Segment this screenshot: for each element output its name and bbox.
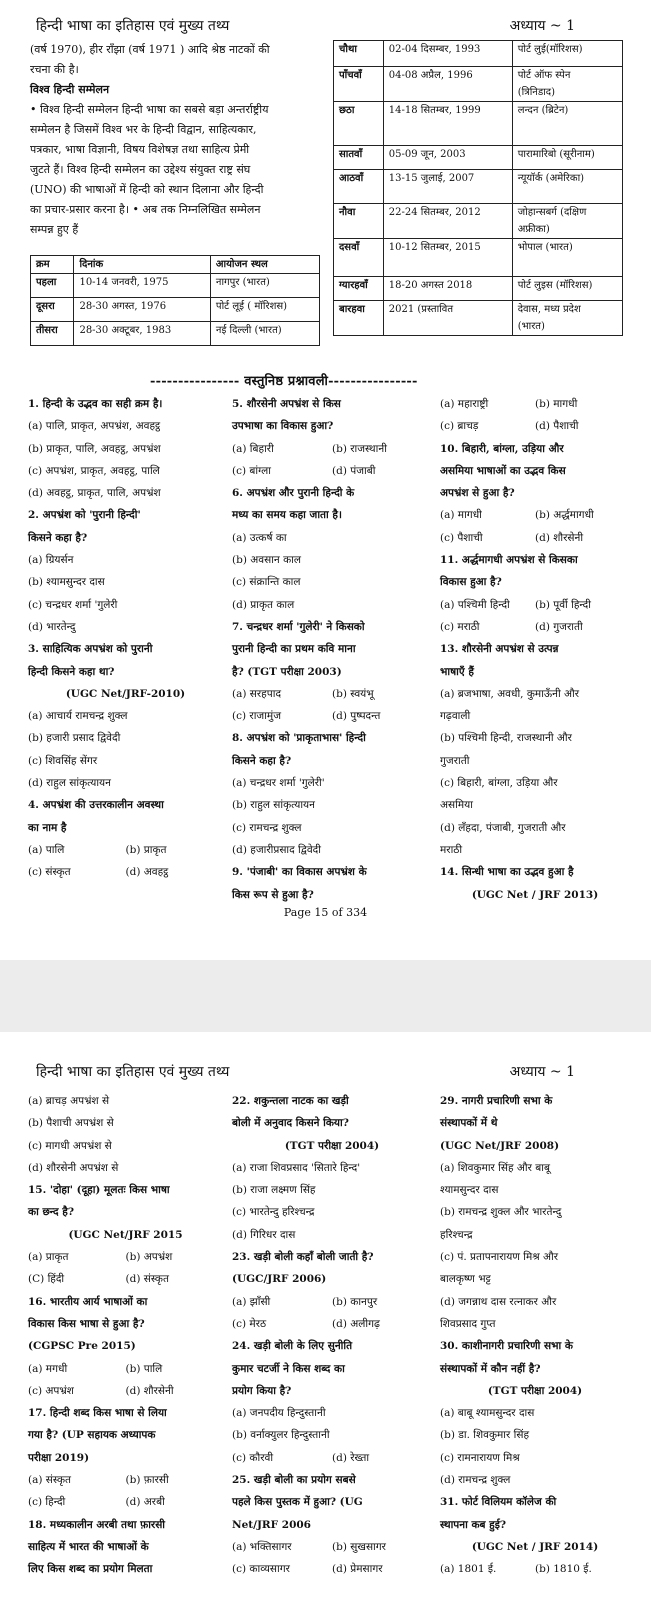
option: (b) अवसान काल <box>232 554 301 567</box>
option: (c) मेरठ <box>232 1317 267 1330</box>
option: (c) संक्रान्ति काल <box>232 576 301 589</box>
page-header <box>36 1058 615 1082</box>
question-text: 6. अपभ्रंश और पुरानी हिन्दी के <box>232 487 355 500</box>
option: हरिश्चन्द्र <box>440 1228 473 1241</box>
option: (b) पूर्वी हिन्दी <box>535 598 591 611</box>
question-text: का छन्द है? <box>28 1206 75 1219</box>
option: (a) ग्रियर्सन <box>28 554 74 567</box>
option: (a) ब्रजभाषा, अवधी, कुमाऊँनी और <box>440 687 580 700</box>
option-row <box>28 1246 223 1268</box>
question-text: 13. शौरसेनी अपभ्रंश से उत्पन्न <box>440 643 559 656</box>
question-column-3 <box>440 1090 630 1581</box>
option: मराठी <box>440 843 463 856</box>
page-footer: Page 15 of 334 <box>283 906 368 919</box>
option: (d) गिरिधर दास <box>232 1228 296 1241</box>
option-row <box>232 460 432 482</box>
option: (d) अरबी <box>125 1496 165 1509</box>
question-text: 5. शौरसेनी अपभ्रंश से किस <box>232 398 341 410</box>
question-text: 14. सिन्धी भाषा का उद्भव हुआ है <box>440 866 574 879</box>
option-row <box>232 683 432 705</box>
option: (d) भारतेन्दु <box>28 620 76 633</box>
option-row <box>28 1358 223 1380</box>
option: (c) काव्यसागर <box>232 1563 290 1576</box>
question-text: 2. अपभ्रंश को 'पुरानी हिन्दी' <box>28 509 141 522</box>
question-column-2 <box>232 1090 432 1581</box>
question-text: (UGC Net/JRF 2008) <box>440 1139 560 1152</box>
option: (d) प्राकृत काल <box>232 598 295 611</box>
page-16 <box>0 1032 651 1600</box>
option: (a) आचार्य रामचन्द्र शुक्ल <box>28 710 128 723</box>
chapter-label: अध्याय ~ 1 <box>509 18 575 34</box>
question-text: किसने कहा है? <box>28 531 88 544</box>
option: (a) शिवकुमार सिंह और बाबू <box>440 1161 550 1174</box>
option: (d) हजारीप्रसाद द्विवेदी <box>232 843 321 856</box>
question-text: (CGPSC Pre 2015) <box>28 1340 136 1353</box>
option: (a) पालि <box>28 843 65 856</box>
question-text: पहले किस पुस्तक में हुआ? (UG <box>232 1496 363 1509</box>
question-text: 3. साहित्यिक अपभ्रंश को पुरानी <box>28 643 153 656</box>
option: (d) रेख्ता <box>332 1451 370 1464</box>
option: (d) शौरसेनी <box>125 1384 174 1397</box>
option-row <box>232 438 432 460</box>
option: (d) पैशाची <box>535 420 579 433</box>
option: (a) प्राकृत <box>28 1251 69 1264</box>
question-text: असमिया भाषाओं का उद्भव किस <box>440 464 566 477</box>
question-text: 17. हिन्दी शब्द किस भाषा से लिया <box>28 1407 167 1420</box>
option: (C) हिंदी <box>28 1273 65 1286</box>
section-title: ---------------- वस्तुनिष्ठ प्रश्नावली---------------- <box>150 374 418 389</box>
option: गढ़वाली <box>440 710 471 723</box>
question-text: (UGC Net/JRF-2010) <box>65 687 186 700</box>
option: (b) प्राकृत <box>125 843 167 856</box>
question-text: (TGT परीक्षा 2004) <box>487 1384 583 1397</box>
question-text: गया है? (UP सहायक अध्यापक <box>28 1429 156 1442</box>
option: (b) राजस्थानी <box>332 442 387 455</box>
option-row <box>232 1291 432 1313</box>
question-text: 23. खड़ी बोली कहाँ बोली जाती है? <box>232 1251 374 1264</box>
option-row <box>28 839 223 861</box>
option: (b) मागधी <box>535 398 578 410</box>
option-row <box>28 1268 223 1290</box>
option: (c) पं. प्रतापनारायण मिश्र और <box>440 1251 559 1264</box>
option: (c) अपभ्रंश, प्राकृत, अवहट्ठ, पालि <box>28 464 160 477</box>
question-text: किस रूप से हुआ है? <box>232 888 314 901</box>
option: (c) मराठी <box>440 620 480 633</box>
question-text: है? (TGT परीक्षा 2003) <box>232 665 342 678</box>
question-text: स्थापना कब हुई? <box>440 1518 507 1531</box>
option: (b) अर्द्धमागधी <box>535 509 594 522</box>
question-text: 11. अर्द्धमागधी अपभ्रंश से किसका <box>440 554 578 567</box>
question-text: मध्य का समय कहा जाता है। <box>232 509 342 522</box>
question-text: भाषाएँ हैं <box>440 665 474 678</box>
option: (c) मागधी अपभ्रंश से <box>28 1139 112 1152</box>
option: (c) कौरवी <box>232 1451 274 1464</box>
intro-block: (वर्ष 1970), हीर राँझा (वर्ष 1971 ) आदि श्रेष्ठ नाटकों की रचना की है। विश्व हिन्दी सम्मेलन • विश्व हिन्दी सम्मेलन हिन्दी भाषा का सबसे बड़ा अन्तर्राष्ट्रीय सम्मेलन है जिसमें विश्व भर के हिन्दी विद्वान, साहित्यकार, पत्रकार, भाषा विज्ञानी, विषय विशेषज्ञ तथा साहित्य प्रेमी जुटते हैं। विश्व हिन्दी सम्मेलन का उद्देश्य संयुक्त राष्ट्र संघ (UNO) की भाषाओं में हिन्दी को स्थान दिलाना और हिन्दी का प्रचार-प्रसार करना है। • अब तक निम्नलिखित सम्मेलन सम्पन्न हुए हैं <box>30 40 320 240</box>
question-text: प्रयोग किया है? <box>232 1384 292 1397</box>
option-row <box>440 616 630 638</box>
option: (c) राजामुंज <box>232 710 282 723</box>
question-text: 1. हिन्दी के उद्भव का सही क्रम है। <box>28 398 163 410</box>
page-separator <box>0 960 651 1032</box>
question-column-1 <box>28 1090 223 1581</box>
question-text: परीक्षा 2019) <box>28 1451 90 1464</box>
option: (b) डा. शिवकुमार सिंह <box>440 1429 530 1442</box>
question-column-3 <box>440 393 630 906</box>
option: गुजराती <box>440 754 470 767</box>
section-heading: विश्व हिन्दी सम्मेलन <box>30 83 110 96</box>
option: (b) राजा लक्ष्मण सिंह <box>232 1184 316 1197</box>
page-header <box>36 12 615 36</box>
question-text: उपभाषा का विकास हुआ? <box>232 420 334 433</box>
option-row <box>28 861 223 883</box>
option: (b) अपभ्रंश <box>125 1251 173 1264</box>
option: (a) चन्द्रधर शर्मा 'गुलेरी' <box>232 777 325 790</box>
option: बालकृष्ण भट्ट <box>440 1273 491 1286</box>
question-text: किसने कहा है? <box>232 754 292 767</box>
option: (a) झाँसी <box>232 1295 271 1308</box>
question-text: 7. चन्द्रधर शर्मा 'गुलेरी' ने किसको <box>232 620 365 633</box>
option: (d) शौरसेनी अपभ्रंश से <box>28 1161 119 1174</box>
question-text: 16. भारतीय आर्य भाषाओं का <box>28 1295 148 1308</box>
question-text: 9. 'पंजाबी' का विकास अपभ्रंश के <box>232 866 367 879</box>
option: (b) श्यामसुन्दर दास <box>28 576 105 589</box>
option: (c) शिवसिंह सेंगर <box>28 754 98 767</box>
option: (d) अवहट्ठ, प्राकृत, पालि, अपभ्रंश <box>28 487 161 500</box>
option-row <box>232 705 432 727</box>
question-text: विकास हुआ है? <box>440 576 502 589</box>
option: (a) बाबू श्यामसुन्दर दास <box>440 1407 535 1420</box>
question-text: (UGC Net / JRF 2013) <box>471 888 599 901</box>
option: (a) उत्कर्ष का <box>232 531 287 544</box>
option-row <box>440 527 630 549</box>
option: (a) महाराष्ट्री <box>440 398 489 410</box>
option: (d) शौरसेनी <box>535 531 584 544</box>
question-text: Net/JRF 2006 <box>232 1518 311 1531</box>
question-text: 30. काशीनागरी प्रचारिणी सभा के <box>440 1340 573 1353</box>
question-text: 15. 'दोहा' (दूहा) मूलतः किस भाषा <box>28 1184 170 1197</box>
option-row <box>440 594 630 616</box>
question-text: कुमार चटर्जी ने किस शब्द का <box>232 1362 345 1375</box>
option: (a) सरहपाद <box>232 687 282 700</box>
question-text: पुरानी हिन्दी का प्रथम कवि माना <box>232 643 356 656</box>
option: (a) संस्कृत <box>28 1474 72 1487</box>
option-row <box>28 1380 223 1402</box>
option-row <box>440 1558 630 1580</box>
option: (d) राहुल सांकृत्यायन <box>28 777 111 790</box>
chapter-label: अध्याय ~ 1 <box>509 1064 575 1080</box>
option: (c) अपभ्रंश <box>28 1384 74 1397</box>
option: (c) चन्द्रधर शर्मा 'गुलेरी <box>28 598 118 611</box>
book-title: हिन्दी भाषा का इतिहास एवं मुख्य तथ्य <box>36 1064 230 1080</box>
option: (b) पश्चिमी हिन्दी, राजस्थानी और <box>440 732 572 745</box>
option: (d) संस्कृत <box>125 1273 169 1286</box>
option: (c) भारतेन्दु हरिश्चन्द्र <box>232 1206 315 1219</box>
option: (a) मागधी <box>440 509 482 522</box>
option: (b) स्वयंभू <box>332 687 374 700</box>
option: (c) हिन्दी <box>28 1496 66 1509</box>
option-row <box>440 504 630 526</box>
option-row <box>232 1558 432 1580</box>
question-text: अपभ्रंश से हुआ है? <box>440 487 515 500</box>
option: (d) अवहट्ठ <box>125 866 169 879</box>
question-text: 8. अपभ्रंश को 'प्राकृताभास' हिन्दी <box>232 732 366 745</box>
option-row <box>232 1536 432 1558</box>
question-text: 4. अपभ्रंश की उत्तरकालीन अवस्था <box>28 799 164 812</box>
option-row <box>232 1313 432 1335</box>
option: (d) जगन्नाथ दास रत्नाकर और <box>440 1295 557 1308</box>
option-row <box>440 415 630 437</box>
question-text: (UGC Net / JRF 2014) <box>471 1540 599 1553</box>
question-text: (UGC/JRF 2006) <box>232 1273 327 1286</box>
question-text: 22. शकुन्तला नाटक का खड़ी <box>232 1095 349 1107</box>
option: (c) बिहारी, बांग्ला, उड़िया और <box>440 777 558 790</box>
option: (d) प्रेमसागर <box>332 1563 383 1576</box>
question-text: साहित्य में भारत की भाषाओं के <box>28 1540 149 1553</box>
question-text: 24. खड़ी बोली के लिए सुनीति <box>232 1340 353 1353</box>
option: (b) कानपुर <box>332 1295 378 1308</box>
question-column-2 <box>232 393 432 906</box>
question-text: बोली में अनुवाद किसने किया? <box>232 1117 349 1130</box>
option: (b) हजारी प्रसाद द्विवेदी <box>28 732 121 745</box>
option: (b) प्राकृत, पालि, अवहट्ठ, अपभ्रंश <box>28 442 161 455</box>
option: (a) राजा शिवप्रसाद 'सितारे हिन्द' <box>232 1161 361 1174</box>
option: (a) पालि, प्राकृत, अपभ्रंश, अवहट्ठ <box>28 420 161 433</box>
question-column-1 <box>28 393 223 884</box>
option-row <box>28 1491 223 1513</box>
option: (c) बांग्ला <box>232 464 271 477</box>
option: (b) सुखसागर <box>332 1540 386 1553</box>
option: (b) पैशाची अपभ्रंश से <box>28 1117 114 1130</box>
option: (b) रामचन्द्र शुक्ल और भारतेन्दु <box>440 1206 562 1219</box>
conference-table-right: चौथा 02-04 दिसम्बर, 1993 पोर्ट लुई(मॉरिशस) पाँचवाँ 04-08 अप्रैल, 1996 पोर्ट ऑफ स्पेन (त्रिनिडाद) छठा 14-18 सितम्बर, 1999 लन्दन (ब्रिटेन) सातवाँ 05-09 जून, 2003 पारामारिबो (सूरीनाम) आठवाँ 13-15 जुलाई, 2007 न्यूयॉर्क (अमेरिका) नौवा 22-24 सितम्बर, 2012 जोहान्सबर्ग (दक्षिण अफ्रीका) दसवाँ 10-12 सितम्बर, 2015 भोपाल (भारत) ग्यारहवाँ 18-20 अगस्त 2018 पोर्ट लुइस (मॉरिशस) बारहवा 2021 (प्रस्तावित देवास, मध्य प्रदेश (भारत) <box>333 40 623 336</box>
option: (c) संस्कृत <box>28 866 71 879</box>
option: (a) पश्चिमी हिन्दी <box>440 598 510 611</box>
option: (c) रामचन्द्र शुक्ल <box>232 821 302 834</box>
option: असमिया <box>440 799 473 812</box>
option-row <box>28 1469 223 1491</box>
option: श्यामसुन्दर दास <box>440 1184 499 1197</box>
question-text: 31. फोर्ट विलियम कॉलेज की <box>440 1496 557 1509</box>
conference-table-left: क्रम दिनांक आयोजन स्थल पहला 10-14 जनवरी, 1975 नागपुर (भारत) दूसरा 28-30 अगस्त, 1976 पोर्ट लूई ( मॉरिशस) तीसरा 28-30 अक्टूबर, 1983 नई दिल्ली (भारत) <box>30 255 320 346</box>
option: (a) ब्राचड़ अपभ्रंश से <box>28 1095 110 1107</box>
question-text: (TGT परीक्षा 2004) <box>284 1139 380 1152</box>
question-text: लिए किस शब्द का प्रयोग मिलता <box>28 1563 153 1576</box>
question-text: का नाम है <box>28 821 67 834</box>
question-text: 29. नागरी प्रचारिणी सभा के <box>440 1095 553 1107</box>
option: (a) बिहारी <box>232 442 274 455</box>
option: (a) जनपदीय हिन्दुस्तानी <box>232 1407 326 1420</box>
option: (d) गुजराती <box>535 620 583 633</box>
question-text: 10. बिहारी, बांग्ला, उड़िया और <box>440 442 564 455</box>
option: (d) पुष्पदन्त <box>332 710 381 723</box>
option: (d) लँहदा, पंजाबी, गुजराती और <box>440 821 566 834</box>
question-text: विकास किस भाषा से हुआ है? <box>28 1317 145 1330</box>
book-title: हिन्दी भाषा का इतिहास एवं मुख्य तथ्य <box>36 18 230 34</box>
option: (c) पैशाची <box>440 531 483 544</box>
question-text: 25. खड़ी बोली का प्रयोग सबसे <box>232 1474 356 1487</box>
option: (a) मगधी <box>28 1362 68 1375</box>
option: (c) रामनारायण मिश्र <box>440 1451 520 1464</box>
option: (b) 1810 ई. <box>535 1563 592 1576</box>
question-text: 18. मध्यकालीन अरबी तथा फ़ारसी <box>28 1518 166 1531</box>
option: (d) पंजाबी <box>332 464 376 477</box>
option: (d) अलीगढ़ <box>332 1317 380 1330</box>
option: (b) पालि <box>125 1362 163 1375</box>
option: शिवप्रसाद गुप्त <box>440 1317 496 1330</box>
option: (c) ब्राचड़ <box>440 420 479 433</box>
question-text: संस्थापकों में कौन नहीं है? <box>440 1362 541 1375</box>
option-row <box>232 1447 432 1469</box>
option-row <box>440 393 630 415</box>
option: (b) राहुल सांकृत्यायन <box>232 799 315 812</box>
option: (b) फ़ारसी <box>125 1474 169 1487</box>
option: (d) रामचन्द्र शुक्ल <box>440 1474 511 1487</box>
question-text: संस्थापकों में थे <box>440 1117 498 1130</box>
option: (a) 1801 ई. <box>440 1563 497 1576</box>
option: (a) भक्तिसागर <box>232 1540 292 1553</box>
option: (b) वर्नाक्युलर हिन्दुस्तानी <box>232 1429 330 1442</box>
question-text: (UGC Net/JRF 2015 <box>68 1228 183 1241</box>
question-text: हिन्दी किसने कहा था? <box>28 665 115 678</box>
